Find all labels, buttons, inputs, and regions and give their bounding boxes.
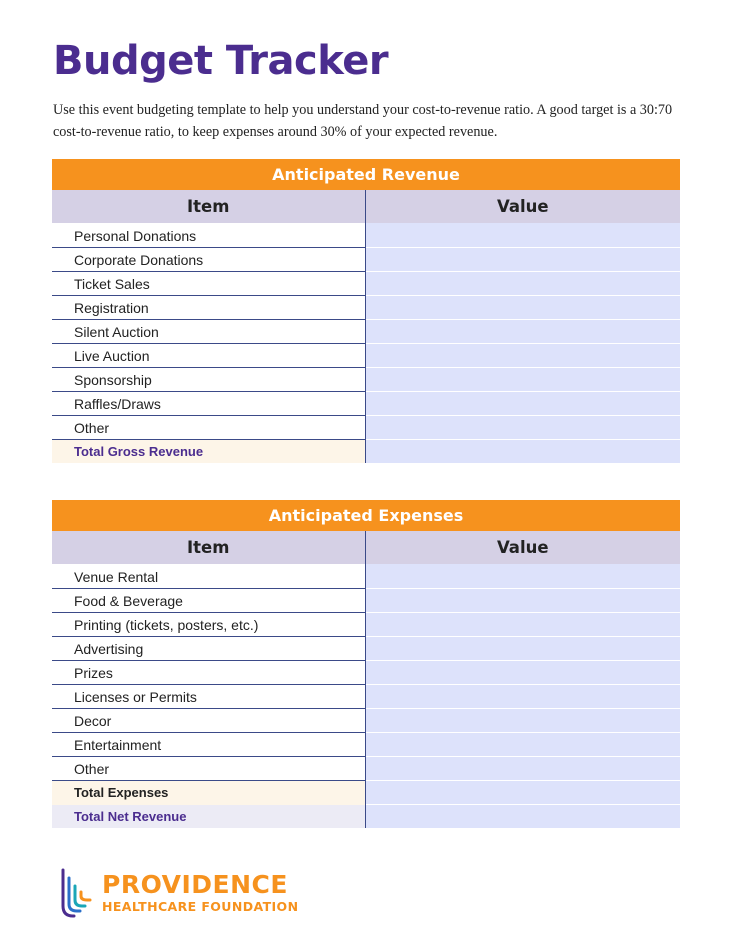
revenue-item-label: Silent Auction xyxy=(52,320,365,344)
revenue-item-label: Registration xyxy=(52,296,365,320)
revenue-value-cell[interactable] xyxy=(365,320,680,344)
expenses-item-label: Printing (tickets, posters, etc.) xyxy=(52,613,365,637)
revenue-value-cell[interactable] xyxy=(365,248,680,272)
revenue-row xyxy=(52,416,680,440)
total-gross-revenue-value-cell[interactable] xyxy=(365,440,680,464)
total-expenses-row xyxy=(52,781,680,805)
total-net-revenue-label: Total Net Revenue xyxy=(52,805,365,829)
revenue-item-label: Raffles/Draws xyxy=(52,392,365,416)
expenses-row xyxy=(52,565,680,589)
logo-subtitle: HEALTHCARE FOUNDATION xyxy=(102,899,299,914)
revenue-item-label: Ticket Sales xyxy=(52,272,365,296)
total-expenses-label: Total Expenses xyxy=(52,781,365,805)
revenue-row xyxy=(52,296,680,320)
providence-logo xyxy=(60,866,298,920)
expenses-value-cell[interactable] xyxy=(365,589,680,613)
intro-paragraph: Use this event budgeting template to help you understand your cost-to-revenue ratio. A good target is a 30:70 cost-to-revenue ratio, to keep expenses around 30% of your expected revenue. xyxy=(53,102,673,140)
revenue-value-cell[interactable] xyxy=(365,224,680,248)
expenses-value-cell[interactable] xyxy=(365,733,680,757)
expenses-value-cell[interactable] xyxy=(365,661,680,685)
revenue-row xyxy=(52,248,680,272)
expenses-item-label: Entertainment xyxy=(52,733,365,757)
expenses-item-label: Food & Beverage xyxy=(52,589,365,613)
expenses-row xyxy=(52,661,680,685)
expenses-item-label: Decor xyxy=(52,709,365,733)
revenue-value-cell[interactable] xyxy=(365,392,680,416)
revenue-item-label: Other xyxy=(52,416,365,440)
expenses-value-cell[interactable] xyxy=(365,613,680,637)
expenses-row xyxy=(52,709,680,733)
revenue-value-cell[interactable] xyxy=(365,416,680,440)
revenue-col-value: Value xyxy=(365,190,680,223)
total-expenses-value-cell[interactable] xyxy=(365,781,680,805)
total-net-revenue-row xyxy=(52,805,680,829)
expenses-value-cell[interactable] xyxy=(365,685,680,709)
revenue-row xyxy=(52,320,680,344)
revenue-item-label: Live Auction xyxy=(52,344,365,368)
revenue-item-label: Corporate Donations xyxy=(52,248,365,272)
revenue-value-cell[interactable] xyxy=(365,296,680,320)
total-gross-revenue-row xyxy=(52,440,680,464)
expenses-item-label: Advertising xyxy=(52,637,365,661)
revenue-col-item: Item xyxy=(52,190,365,223)
expenses-item-label: Licenses or Permits xyxy=(52,685,365,709)
revenue-item-label: Sponsorship xyxy=(52,368,365,392)
revenue-value-cell[interactable] xyxy=(365,368,680,392)
expenses-value-cell[interactable] xyxy=(365,757,680,781)
expenses-value-cell[interactable] xyxy=(365,637,680,661)
expenses-row xyxy=(52,613,680,637)
expenses-row xyxy=(52,733,680,757)
revenue-value-cell[interactable] xyxy=(365,272,680,296)
revenue-row xyxy=(52,368,680,392)
revenue-row xyxy=(52,392,680,416)
revenue-row xyxy=(52,272,680,296)
expenses-col-value: Value xyxy=(365,531,680,564)
expenses-table xyxy=(52,500,680,828)
expenses-row xyxy=(52,637,680,661)
revenue-table xyxy=(52,159,680,463)
revenue-row xyxy=(52,224,680,248)
expenses-heading: Anticipated Expenses xyxy=(52,500,680,531)
expenses-item-label: Prizes xyxy=(52,661,365,685)
expenses-row xyxy=(52,589,680,613)
revenue-heading: Anticipated Revenue xyxy=(52,159,680,190)
total-gross-revenue-label: Total Gross Revenue xyxy=(52,440,365,464)
logo-name: PROVIDENCE xyxy=(102,870,288,899)
expenses-item-label: Venue Rental xyxy=(52,565,365,589)
expenses-row xyxy=(52,685,680,709)
expenses-row xyxy=(52,757,680,781)
revenue-row xyxy=(52,344,680,368)
expenses-value-cell[interactable] xyxy=(365,565,680,589)
revenue-value-cell[interactable] xyxy=(365,344,680,368)
expenses-item-label: Other xyxy=(52,757,365,781)
total-net-revenue-value-cell[interactable] xyxy=(365,805,680,829)
expenses-value-cell[interactable] xyxy=(365,709,680,733)
revenue-item-label: Personal Donations xyxy=(52,224,365,248)
page-title: Budget Tracker xyxy=(53,38,389,84)
expenses-col-item: Item xyxy=(52,531,365,564)
providence-logo-icon xyxy=(60,866,94,920)
